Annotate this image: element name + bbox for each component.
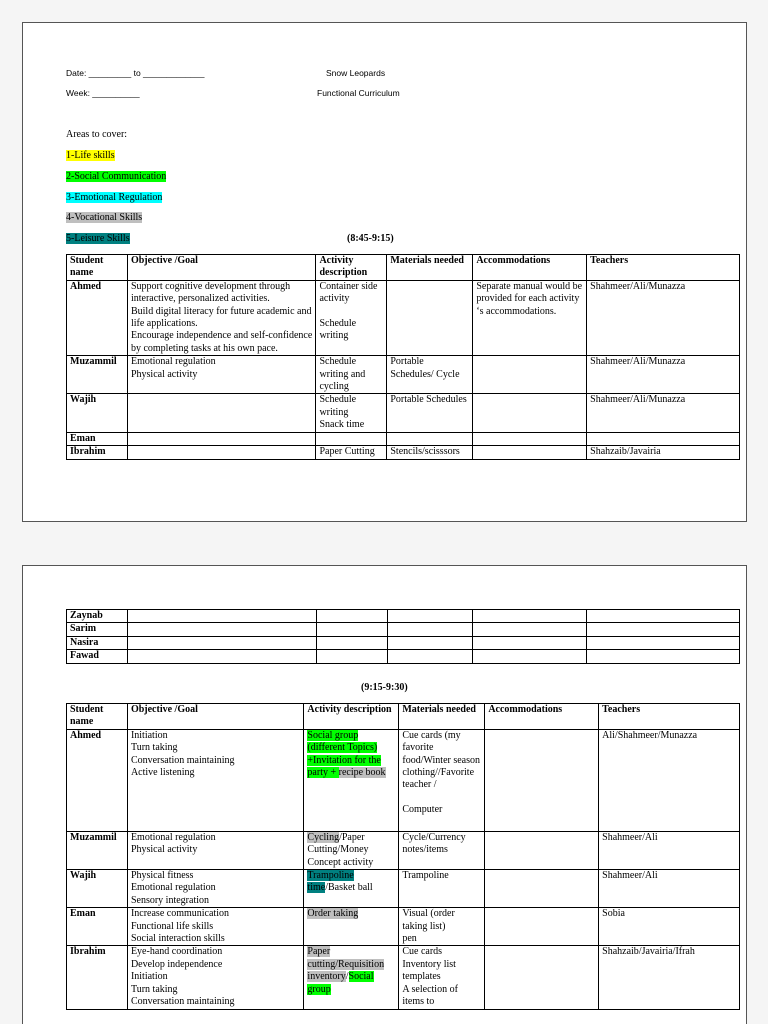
- areas-title: Areas to cover:: [66, 129, 128, 140]
- materials-cell: [387, 280, 473, 355]
- objective-cell: Initiation Turn taking Conversation maintaining Active listening: [127, 729, 303, 831]
- highlight-social: Social group: [307, 971, 374, 995]
- area-life-skills: 1-Life skills: [66, 150, 115, 161]
- column-header: Materials needed: [399, 704, 485, 730]
- session-1-time: (8:45-9:15): [347, 233, 394, 244]
- document-page-2: [22, 565, 747, 1024]
- student-name: Wajih: [67, 394, 128, 432]
- area-emotional-regulation: 3-Emotional Regulation: [66, 192, 163, 203]
- objective-cell: Emotional regulation Physical activity: [127, 831, 303, 869]
- objective-cell: Support cognitive development through interactive, personalized activities. Build digital literacy for future academic and life applications. Encourage independence and self-confidence by completing tasks at his own pace.: [127, 280, 315, 355]
- table-row: [67, 650, 740, 663]
- student-name: Ahmed: [67, 280, 128, 355]
- date-label: Date: _________ to _____________: [66, 68, 205, 78]
- activity-cell: [304, 831, 399, 869]
- table-row: [67, 729, 740, 831]
- activity-cell: [304, 870, 399, 908]
- student-name: Muzammil: [67, 831, 128, 869]
- objective-cell: Emotional regulation Physical activity: [127, 356, 315, 394]
- objective-cell: Eye-hand coordination Develop independence Initiation Turn taking Conversation maintaining: [127, 946, 303, 1009]
- student-name: Sarim: [67, 623, 128, 636]
- column-header: Objective /Goal: [127, 704, 303, 730]
- teachers-cell: Shahzaib/Javairia: [587, 446, 740, 459]
- materials-cell: Cue cards Inventory list templates A selection of items to: [399, 946, 485, 1009]
- materials-cell: Cue cards (my favorite food/Winter season clothing//Favorite teacher / Computer: [399, 729, 485, 831]
- column-header: Accommodations: [473, 255, 587, 281]
- accommodations-cell: [485, 870, 599, 908]
- column-header: Activity description: [304, 704, 399, 730]
- column-header: Materials needed: [387, 255, 473, 281]
- student-name: Ahmed: [67, 729, 128, 831]
- table-row: [67, 356, 740, 394]
- accommodations-cell: [473, 432, 587, 445]
- column-header: Student name: [67, 704, 128, 730]
- week-label: Week: __________: [66, 88, 140, 98]
- schedule-table-continued: [66, 609, 740, 664]
- student-name: Muzammil: [67, 356, 128, 394]
- materials-cell: Trampoline: [399, 870, 485, 908]
- materials-cell: [387, 432, 473, 445]
- table-row: [67, 394, 740, 432]
- student-name: Ibrahim: [67, 446, 128, 459]
- teachers-cell: Shahmeer/Ali/Munazza: [587, 394, 740, 432]
- accommodations-cell: [485, 908, 599, 946]
- column-header: Student name: [67, 255, 128, 281]
- accommodations-cell: [473, 446, 587, 459]
- teachers-cell: Ali/Shahmeer/Munazza: [599, 729, 740, 831]
- objective-cell: Physical fitness Emotional regulation Sensory integration: [127, 870, 303, 908]
- area-social-communication: 2-Social Communication: [66, 171, 167, 182]
- schedule-table-1: [66, 254, 740, 460]
- column-header: Activity description: [316, 255, 387, 281]
- teachers-cell: Shahmeer/Ali: [599, 870, 740, 908]
- materials-cell: Portable Schedules: [387, 394, 473, 432]
- column-header: Objective /Goal: [127, 255, 315, 281]
- objective-cell: [127, 394, 315, 432]
- materials-cell: Visual (order taking list) pen: [399, 908, 485, 946]
- teachers-cell: [587, 432, 740, 445]
- student-name: Eman: [67, 432, 128, 445]
- teachers-cell: Shahmeer/Ali: [599, 831, 740, 869]
- table-row: [67, 610, 740, 623]
- session-2-time: (9:15-9:30): [361, 682, 408, 693]
- student-name: Zaynab: [67, 610, 128, 623]
- objective-cell: [127, 446, 315, 459]
- curriculum-title: Functional Curriculum: [317, 88, 400, 98]
- accommodations-cell: [473, 394, 587, 432]
- student-name: Eman: [67, 908, 128, 946]
- objective-cell: [127, 432, 315, 445]
- accommodations-cell: [485, 831, 599, 869]
- area-vocational-skills: 4-Vocational Skills: [66, 212, 143, 223]
- activity-cell: Schedule writing and cycling: [316, 356, 387, 394]
- class-name: Snow Leopards: [326, 68, 386, 78]
- student-name: Ibrahim: [67, 946, 128, 1009]
- table-header-row: [67, 704, 740, 730]
- column-header: Accommodations: [485, 704, 599, 730]
- activity-cell: Paper Cutting: [316, 446, 387, 459]
- highlight-vocational: recipe book: [338, 767, 386, 779]
- objective-cell: Increase communication Functional life skills Social interaction skills: [127, 908, 303, 946]
- activity-text: /Paper Cutting/Money Concept activity: [307, 831, 374, 868]
- table-row: [67, 908, 740, 946]
- materials-cell: Portable Schedules/ Cycle: [387, 356, 473, 394]
- teachers-cell: Shahmeer/Ali/Munazza: [587, 280, 740, 355]
- column-header: Teachers: [587, 255, 740, 281]
- accommodations-cell: [485, 729, 599, 831]
- materials-cell: Stencils/scisssors: [387, 446, 473, 459]
- table-row: [67, 831, 740, 869]
- teachers-cell: Sobia: [599, 908, 740, 946]
- accommodations-cell: Separate manual would be provided for each activity ‘s accommodations.: [473, 280, 587, 355]
- activity-cell: [304, 729, 399, 831]
- schedule-table-2: [66, 703, 740, 1010]
- activity-cell: Container side activity Schedule writing: [316, 280, 387, 355]
- table-row: [67, 870, 740, 908]
- highlight-social: Social group (different Topics) +Invitation for the party +: [307, 729, 381, 779]
- table-row: [67, 636, 740, 649]
- student-name: Fawad: [67, 650, 128, 663]
- accommodations-cell: [485, 946, 599, 1009]
- activity-text: /Basket ball: [325, 882, 373, 894]
- activity-text: /: [345, 971, 349, 983]
- student-name: Wajih: [67, 870, 128, 908]
- column-header: Teachers: [599, 704, 740, 730]
- table-row: [67, 446, 740, 459]
- activity-cell: Schedule writing Snack time: [316, 394, 387, 432]
- activity-cell: [304, 908, 399, 946]
- activity-cell: [304, 946, 399, 1009]
- highlight-vocational: Paper cutting/Requisition inventory: [307, 946, 385, 983]
- area-leisure-skills: 5-Leisure Skills: [66, 233, 130, 244]
- table-row: [67, 946, 740, 1009]
- document-page-1: [22, 22, 747, 522]
- table-row: [67, 623, 740, 636]
- highlight-leisure: Trampoline time: [307, 870, 354, 894]
- table-header-row: [67, 255, 740, 281]
- accommodations-cell: [473, 356, 587, 394]
- highlight-vocational: Order taking: [307, 908, 359, 920]
- student-name: Nasira: [67, 636, 128, 649]
- materials-cell: Cycle/Currency notes/items: [399, 831, 485, 869]
- table-row: [67, 280, 740, 355]
- highlight-vocational: Cycling: [307, 831, 340, 843]
- table-row: [67, 432, 740, 445]
- teachers-cell: Shahmeer/Ali/Munazza: [587, 356, 740, 394]
- activity-cell: [316, 432, 387, 445]
- teachers-cell: Shahzaib/Javairia/Ifrah: [599, 946, 740, 1009]
